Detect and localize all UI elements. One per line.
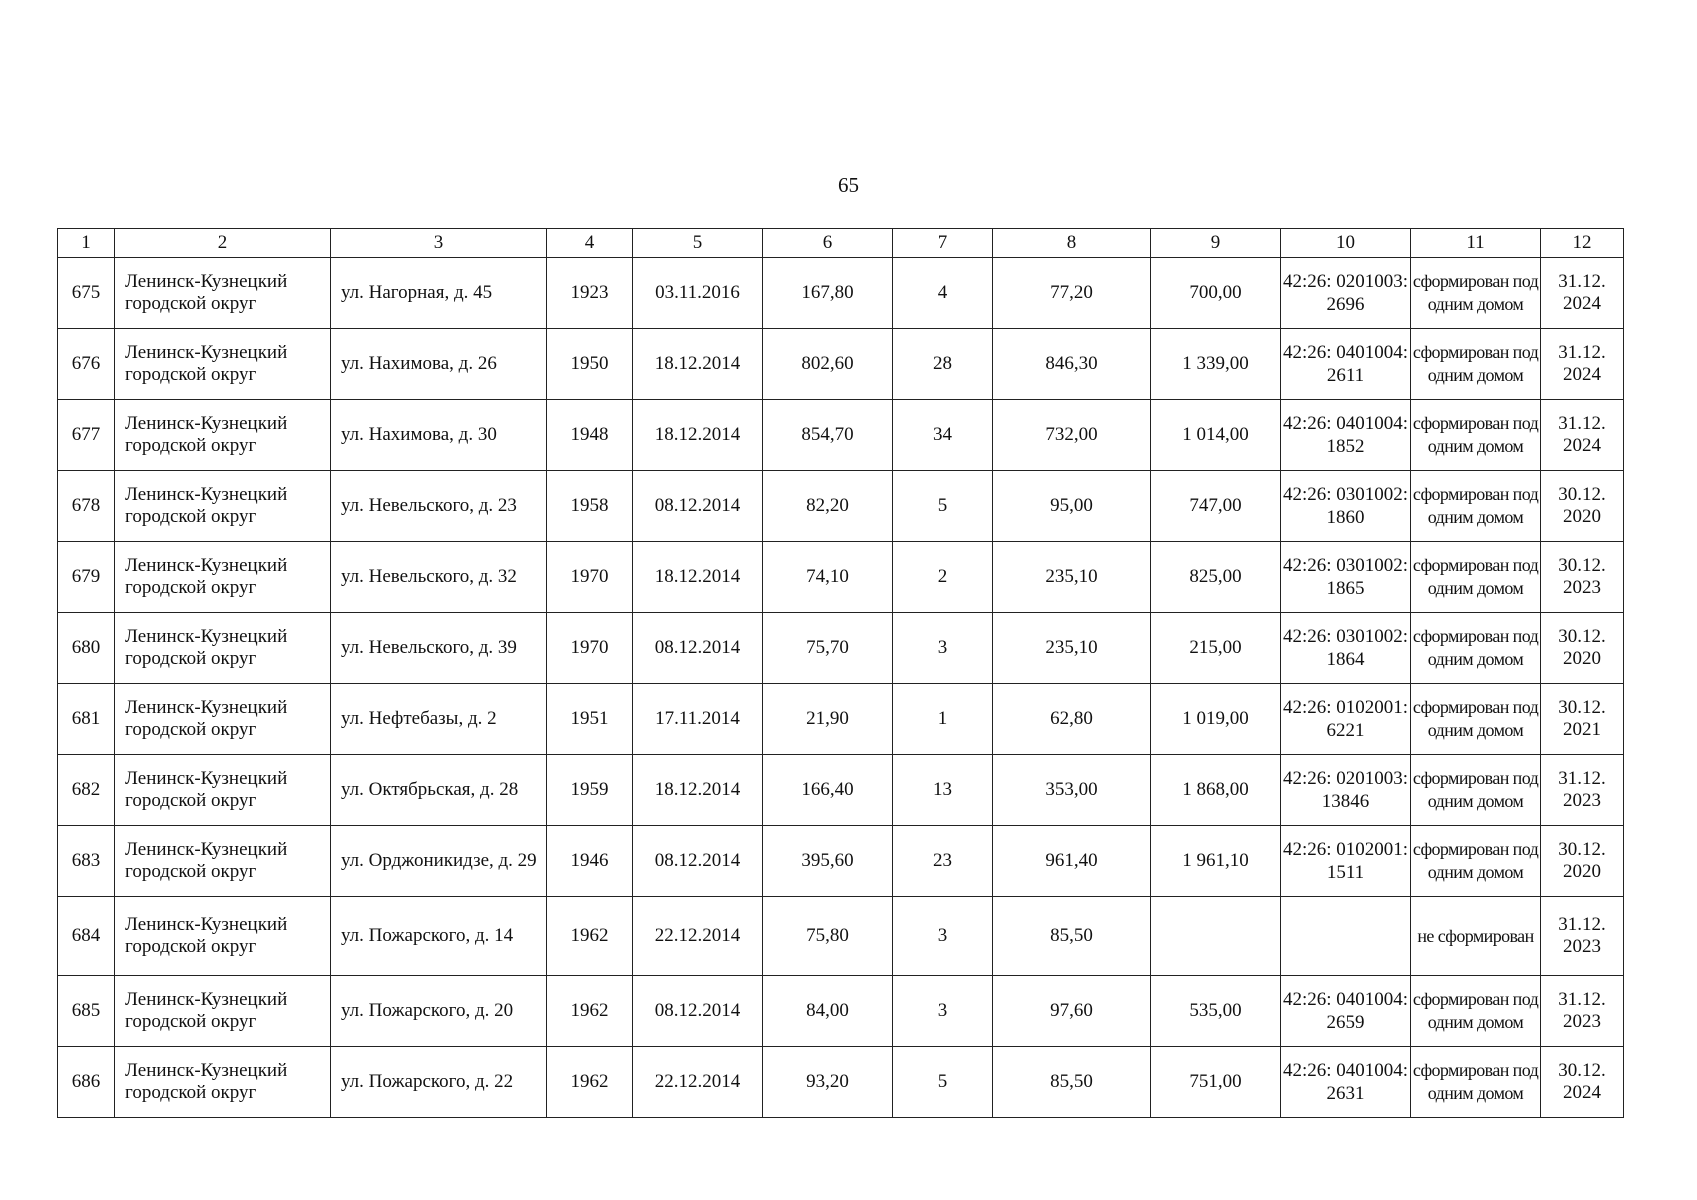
year-cell: 1962 — [547, 1047, 633, 1118]
year-cell: 1962 — [547, 897, 633, 976]
value-cell: 75,70 — [763, 613, 893, 684]
cadastral-number-cell: 42:26: 0301002: 1865 — [1281, 542, 1411, 613]
table-row — [58, 976, 1624, 1047]
deadline-cell: 31.12. 2024 — [1541, 400, 1624, 471]
municipality-cell: Ленинск-Кузнецкий городской округ — [115, 613, 331, 684]
deadline-cell: 30.12. 2020 — [1541, 826, 1624, 897]
year-cell: 1958 — [547, 471, 633, 542]
header-cell: 12 — [1541, 229, 1624, 258]
count-cell: 5 — [893, 471, 993, 542]
cadastral-number-cell: 42:26: 0201003: 2696 — [1281, 258, 1411, 329]
table-row — [58, 755, 1624, 826]
value-cell: 93,20 — [763, 1047, 893, 1118]
municipality-cell: Ленинск-Кузнецкий городской округ — [115, 471, 331, 542]
value-cell: 235,10 — [993, 613, 1151, 684]
cadastral-number-cell: 42:26: 0401004: 2659 — [1281, 976, 1411, 1047]
value-cell: 84,00 — [763, 976, 893, 1047]
date-cell: 03.11.2016 — [633, 258, 763, 329]
count-cell: 3 — [893, 976, 993, 1047]
year-cell: 1962 — [547, 976, 633, 1047]
value-cell: 700,00 — [1151, 258, 1281, 329]
value-cell: 1 019,00 — [1151, 684, 1281, 755]
status-cell: сформирован под одним домом — [1411, 258, 1541, 329]
value-cell: 854,70 — [763, 400, 893, 471]
status-cell: сформирован под одним домом — [1411, 684, 1541, 755]
row-number-cell: 680 — [58, 613, 115, 684]
value-cell: 395,60 — [763, 826, 893, 897]
value-cell: 85,50 — [993, 897, 1151, 976]
count-cell: 5 — [893, 1047, 993, 1118]
deadline-cell: 30.12. 2024 — [1541, 1047, 1624, 1118]
year-cell: 1946 — [547, 826, 633, 897]
address-cell: ул. Нагорная, д. 45 — [331, 258, 547, 329]
address-cell: ул. Невельского, д. 23 — [331, 471, 547, 542]
table-row — [58, 258, 1624, 329]
header-cell: 4 — [547, 229, 633, 258]
year-cell: 1950 — [547, 329, 633, 400]
row-number-cell: 681 — [58, 684, 115, 755]
year-cell: 1970 — [547, 542, 633, 613]
status-cell: сформирован под одним домом — [1411, 826, 1541, 897]
address-cell: ул. Невельского, д. 32 — [331, 542, 547, 613]
date-cell: 18.12.2014 — [633, 400, 763, 471]
header-cell: 3 — [331, 229, 547, 258]
address-cell: ул. Орджоникидзе, д. 29 — [331, 826, 547, 897]
header-cell: 11 — [1411, 229, 1541, 258]
date-cell: 18.12.2014 — [633, 329, 763, 400]
date-cell: 17.11.2014 — [633, 684, 763, 755]
value-cell — [1151, 897, 1281, 976]
row-number-cell: 678 — [58, 471, 115, 542]
value-cell: 21,90 — [763, 684, 893, 755]
address-cell: ул. Нахимова, д. 26 — [331, 329, 547, 400]
table-header-row — [58, 229, 1624, 258]
status-cell: сформирован под одним домом — [1411, 542, 1541, 613]
address-cell: ул. Невельского, д. 39 — [331, 613, 547, 684]
status-cell: сформирован под одним домом — [1411, 976, 1541, 1047]
status-cell: не сформирован — [1411, 897, 1541, 976]
address-cell: ул. Пожарского, д. 22 — [331, 1047, 547, 1118]
header-cell: 1 — [58, 229, 115, 258]
row-number-cell: 685 — [58, 976, 115, 1047]
header-cell: 8 — [993, 229, 1151, 258]
status-cell: сформирован под одним домом — [1411, 755, 1541, 826]
count-cell: 1 — [893, 684, 993, 755]
page-number: 65 — [838, 173, 859, 197]
cadastral-number-cell: 42:26: 0102001: 1511 — [1281, 826, 1411, 897]
year-cell: 1923 — [547, 258, 633, 329]
table-row — [58, 684, 1624, 755]
address-cell: ул. Нефтебазы, д. 2 — [331, 684, 547, 755]
housing-table — [57, 228, 1624, 1118]
value-cell: 82,20 — [763, 471, 893, 542]
date-cell: 18.12.2014 — [633, 542, 763, 613]
value-cell: 166,40 — [763, 755, 893, 826]
value-cell: 802,60 — [763, 329, 893, 400]
count-cell: 13 — [893, 755, 993, 826]
value-cell: 62,80 — [993, 684, 1151, 755]
row-number-cell: 677 — [58, 400, 115, 471]
header-cell: 6 — [763, 229, 893, 258]
deadline-cell: 31.12. 2024 — [1541, 329, 1624, 400]
value-cell: 1 961,10 — [1151, 826, 1281, 897]
header-cell: 9 — [1151, 229, 1281, 258]
cadastral-number-cell: 42:26: 0401004: 1852 — [1281, 400, 1411, 471]
status-cell: сформирован под одним домом — [1411, 329, 1541, 400]
value-cell: 235,10 — [993, 542, 1151, 613]
municipality-cell: Ленинск-Кузнецкий городской округ — [115, 826, 331, 897]
count-cell: 2 — [893, 542, 993, 613]
municipality-cell: Ленинск-Кузнецкий городской округ — [115, 400, 331, 471]
municipality-cell: Ленинск-Кузнецкий городской округ — [115, 684, 331, 755]
value-cell: 825,00 — [1151, 542, 1281, 613]
deadline-cell: 31.12. 2023 — [1541, 976, 1624, 1047]
value-cell: 97,60 — [993, 976, 1151, 1047]
row-number-cell: 682 — [58, 755, 115, 826]
table-row — [58, 826, 1624, 897]
count-cell: 34 — [893, 400, 993, 471]
count-cell: 23 — [893, 826, 993, 897]
cadastral-number-cell: 42:26: 0401004: 2631 — [1281, 1047, 1411, 1118]
count-cell: 28 — [893, 329, 993, 400]
deadline-cell: 30.12. 2023 — [1541, 542, 1624, 613]
date-cell: 22.12.2014 — [633, 897, 763, 976]
table-row — [58, 329, 1624, 400]
table-row — [58, 613, 1624, 684]
value-cell: 846,30 — [993, 329, 1151, 400]
table-row — [58, 897, 1624, 976]
status-cell: сформирован под одним домом — [1411, 400, 1541, 471]
header-cell: 2 — [115, 229, 331, 258]
year-cell: 1951 — [547, 684, 633, 755]
value-cell: 75,80 — [763, 897, 893, 976]
row-number-cell: 686 — [58, 1047, 115, 1118]
deadline-cell: 31.12. 2023 — [1541, 897, 1624, 976]
cadastral-number-cell: 42:26: 0401004: 2611 — [1281, 329, 1411, 400]
municipality-cell: Ленинск-Кузнецкий городской округ — [115, 1047, 331, 1118]
date-cell: 08.12.2014 — [633, 471, 763, 542]
value-cell: 1 339,00 — [1151, 329, 1281, 400]
value-cell: 85,50 — [993, 1047, 1151, 1118]
table-row — [58, 400, 1624, 471]
municipality-cell: Ленинск-Кузнецкий городской округ — [115, 897, 331, 976]
deadline-cell: 31.12. 2024 — [1541, 258, 1624, 329]
address-cell: ул. Пожарского, д. 20 — [331, 976, 547, 1047]
address-cell: ул. Октябрьская, д. 28 — [331, 755, 547, 826]
value-cell: 751,00 — [1151, 1047, 1281, 1118]
value-cell: 961,40 — [993, 826, 1151, 897]
municipality-cell: Ленинск-Кузнецкий городской округ — [115, 976, 331, 1047]
header-cell: 5 — [633, 229, 763, 258]
date-cell: 18.12.2014 — [633, 755, 763, 826]
value-cell: 74,10 — [763, 542, 893, 613]
cadastral-number-cell: 42:26: 0301002: 1864 — [1281, 613, 1411, 684]
value-cell: 535,00 — [1151, 976, 1281, 1047]
count-cell: 4 — [893, 258, 993, 329]
date-cell: 08.12.2014 — [633, 826, 763, 897]
value-cell: 1 014,00 — [1151, 400, 1281, 471]
municipality-cell: Ленинск-Кузнецкий городской округ — [115, 542, 331, 613]
value-cell: 732,00 — [993, 400, 1151, 471]
cadastral-number-cell: 42:26: 0201003: 13846 — [1281, 755, 1411, 826]
address-cell: ул. Нахимова, д. 30 — [331, 400, 547, 471]
year-cell: 1959 — [547, 755, 633, 826]
status-cell: сформирован под одним домом — [1411, 471, 1541, 542]
row-number-cell: 675 — [58, 258, 115, 329]
row-number-cell: 683 — [58, 826, 115, 897]
count-cell: 3 — [893, 613, 993, 684]
header-cell: 7 — [893, 229, 993, 258]
value-cell: 167,80 — [763, 258, 893, 329]
value-cell: 1 868,00 — [1151, 755, 1281, 826]
municipality-cell: Ленинск-Кузнецкий городской округ — [115, 258, 331, 329]
year-cell: 1948 — [547, 400, 633, 471]
value-cell: 215,00 — [1151, 613, 1281, 684]
count-cell: 3 — [893, 897, 993, 976]
table-row — [58, 1047, 1624, 1118]
cadastral-number-cell: 42:26: 0102001: 6221 — [1281, 684, 1411, 755]
cadastral-number-cell — [1281, 897, 1411, 976]
row-number-cell: 679 — [58, 542, 115, 613]
year-cell: 1970 — [547, 613, 633, 684]
value-cell: 353,00 — [993, 755, 1151, 826]
address-cell: ул. Пожарского, д. 14 — [331, 897, 547, 976]
municipality-cell: Ленинск-Кузнецкий городской округ — [115, 329, 331, 400]
header-cell: 10 — [1281, 229, 1411, 258]
table-row — [58, 471, 1624, 542]
row-number-cell: 676 — [58, 329, 115, 400]
value-cell: 77,20 — [993, 258, 1151, 329]
status-cell: сформирован под одним домом — [1411, 1047, 1541, 1118]
deadline-cell: 30.12. 2020 — [1541, 613, 1624, 684]
date-cell: 08.12.2014 — [633, 613, 763, 684]
date-cell: 22.12.2014 — [633, 1047, 763, 1118]
row-number-cell: 684 — [58, 897, 115, 976]
table-row — [58, 542, 1624, 613]
cadastral-number-cell: 42:26: 0301002: 1860 — [1281, 471, 1411, 542]
value-cell: 95,00 — [993, 471, 1151, 542]
deadline-cell: 30.12. 2020 — [1541, 471, 1624, 542]
status-cell: сформирован под одним домом — [1411, 613, 1541, 684]
deadline-cell: 31.12. 2023 — [1541, 755, 1624, 826]
deadline-cell: 30.12. 2021 — [1541, 684, 1624, 755]
municipality-cell: Ленинск-Кузнецкий городской округ — [115, 755, 331, 826]
value-cell: 747,00 — [1151, 471, 1281, 542]
date-cell: 08.12.2014 — [633, 976, 763, 1047]
